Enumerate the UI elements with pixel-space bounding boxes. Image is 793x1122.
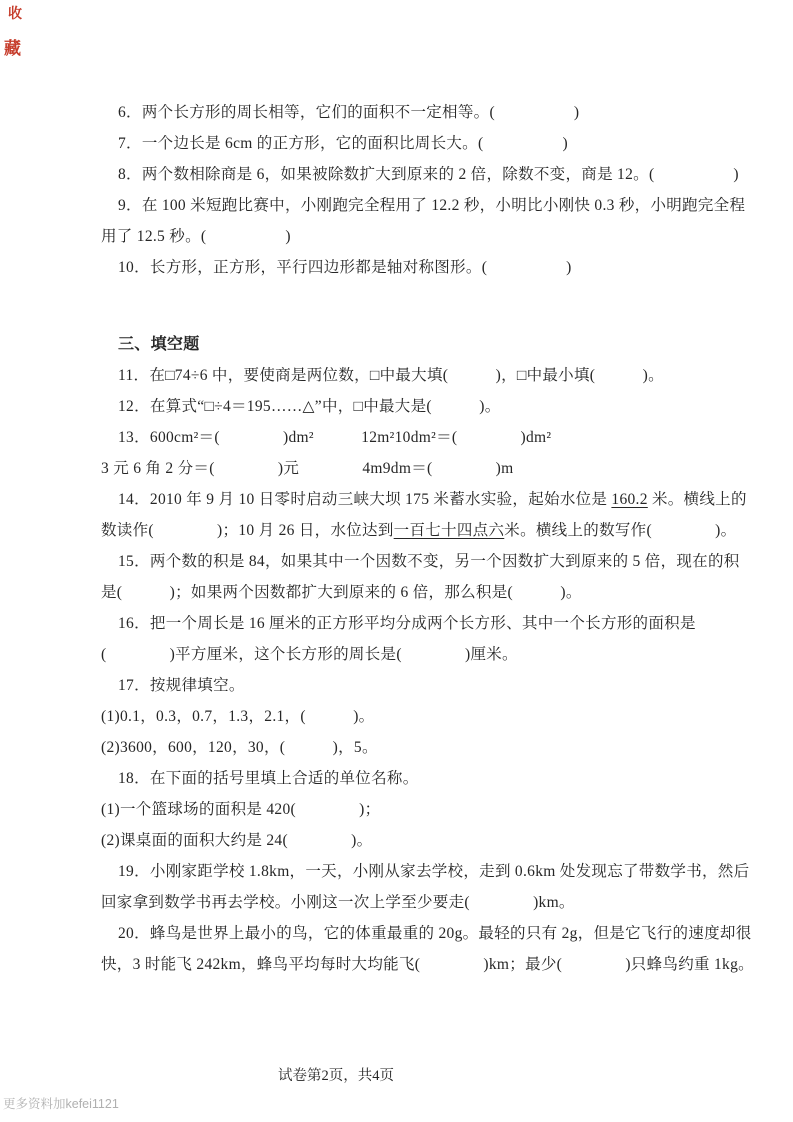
- text-line: [101, 422, 763, 453]
- text-segment: 15．两个数的积是 84，如果其中一个因数不变，另一个因数扩大到原来的 5 倍，现在的积: [118, 553, 740, 570]
- text-segment: 11．在□74÷6 中，要使商是两位数，□中最大填( )，□中最小填( )。: [118, 367, 664, 384]
- text-line: [101, 128, 763, 159]
- text-line: [101, 825, 763, 856]
- text-segment: 米。横线上的数写作( )。: [504, 522, 737, 539]
- text-segment: 米。横线上的: [647, 491, 747, 508]
- text-line: [101, 763, 763, 794]
- text-line: [101, 639, 763, 670]
- text-line: [101, 794, 763, 825]
- text-segment: 用了 12.5 秒。( ): [101, 228, 291, 245]
- blank-line: [101, 283, 763, 329]
- text-segment: 13．600cm²＝( )dm² 12m²10dm²＝( )dm²: [118, 429, 552, 446]
- text-segment: 9．在 100 米短跑比赛中，小刚跑完全程用了 12.2 秒，小明比小刚快 0.3 秒，小明跑完全程: [118, 197, 746, 214]
- text-line: [101, 159, 763, 190]
- text-segment: 6．两个长方形的周长相等，它们的面积不一定相等。( ): [118, 104, 580, 121]
- text-line: [101, 190, 763, 221]
- page-footer: 试卷第2页，共4页: [278, 1068, 394, 1084]
- text-line: [101, 391, 763, 422]
- text-line: [101, 918, 763, 949]
- document-lines: [101, 97, 763, 980]
- text-segment: ( )平方厘米，这个长方形的周长是( )厘米。: [101, 646, 518, 663]
- red-stamp-icon: 藏: [4, 39, 21, 58]
- underlined-text: 一百七十四点六: [393, 522, 505, 539]
- text-segment: 3 元 6 角 2 分＝( )元 4m9dm＝( )m: [101, 460, 514, 477]
- text-segment: 16．把一个周长是 16 厘米的正方形平均分成两个长方形、其中一个长方形的面积是: [118, 615, 696, 632]
- text-segment: 快，3 时能飞 242km，蜂鸟平均每时大均能飞( )km；最少( )只蜂鸟约重 1kg。: [101, 956, 754, 973]
- text-line: [101, 252, 763, 283]
- text-line: [101, 887, 763, 918]
- text-line: [101, 608, 763, 639]
- text-segment: 回家拿到数学书再去学校。小刚这一次上学至少要走( )km。: [101, 894, 575, 911]
- text-line: [101, 577, 763, 608]
- text-segment: (2)3600，600，120，30，( )，5。: [101, 739, 378, 756]
- text-segment: 8．两个数相除商是 6，如果被除数扩大到原来的 2 倍，除数不变，商是 12。( ): [118, 166, 739, 183]
- text-segment: 10．长方形，正方形，平行四边形都是轴对称图形。( ): [118, 259, 572, 276]
- text-segment: 14．2010 年 9 月 10 日零时启动三峡大坝 175 米蓄水实验，起始水位是: [118, 491, 612, 508]
- red-stamp-marks: [0, 0, 26, 60]
- text-line: [101, 670, 763, 701]
- red-stamp-icon: 收: [8, 7, 22, 22]
- text-segment: 是( )；如果两个因数都扩大到原来的 6 倍，那么积是( )。: [101, 584, 582, 601]
- watermark-text: 更多资料加kefei1121: [3, 1097, 119, 1111]
- text-line: [101, 546, 763, 577]
- text-line: [101, 732, 763, 763]
- text-line: [101, 856, 763, 887]
- text-line: [101, 701, 763, 732]
- text-segment: 7．一个边长是 6cm 的正方形，它的面积比周长大。( ): [118, 135, 568, 152]
- text-segment: 18．在下面的括号里填上合适的单位名称。: [118, 770, 419, 787]
- text-segment: 12．在算式“□÷4＝195……△”中，□中最大是( )。: [118, 398, 501, 415]
- text-segment: (2)课桌面的面积大约是 24( )。: [101, 832, 373, 849]
- text-line: [101, 97, 763, 128]
- section-heading: [101, 329, 763, 360]
- text-segment: (1)0.1，0.3，0.7，1.3，2.1，( )。: [101, 708, 375, 725]
- text-line: [101, 949, 763, 980]
- text-segment: 20．蜂鸟是世界上最小的鸟，它的体重最重的 20g。最轻的只有 2g，但是它飞行的速度却很: [118, 925, 752, 942]
- underlined-text: 160.2: [611, 491, 648, 508]
- text-segment: 19．小刚家距学校 1.8km，一天，小刚从家去学校，走到 0.6km 处发现忘了带数学书，然后: [118, 863, 750, 880]
- text-segment: (1)一个篮球场的面积是 420( )；: [101, 801, 381, 818]
- text-segment: 三、填空题: [118, 336, 200, 353]
- text-segment: 17．按规律填空。: [118, 677, 245, 694]
- text-line: [101, 515, 763, 546]
- text-segment: 数读作( )；10 月 26 日，水位达到: [101, 522, 394, 539]
- text-line: [101, 360, 763, 391]
- text-line: [101, 484, 763, 515]
- text-line: [101, 221, 763, 252]
- text-line: [101, 453, 763, 484]
